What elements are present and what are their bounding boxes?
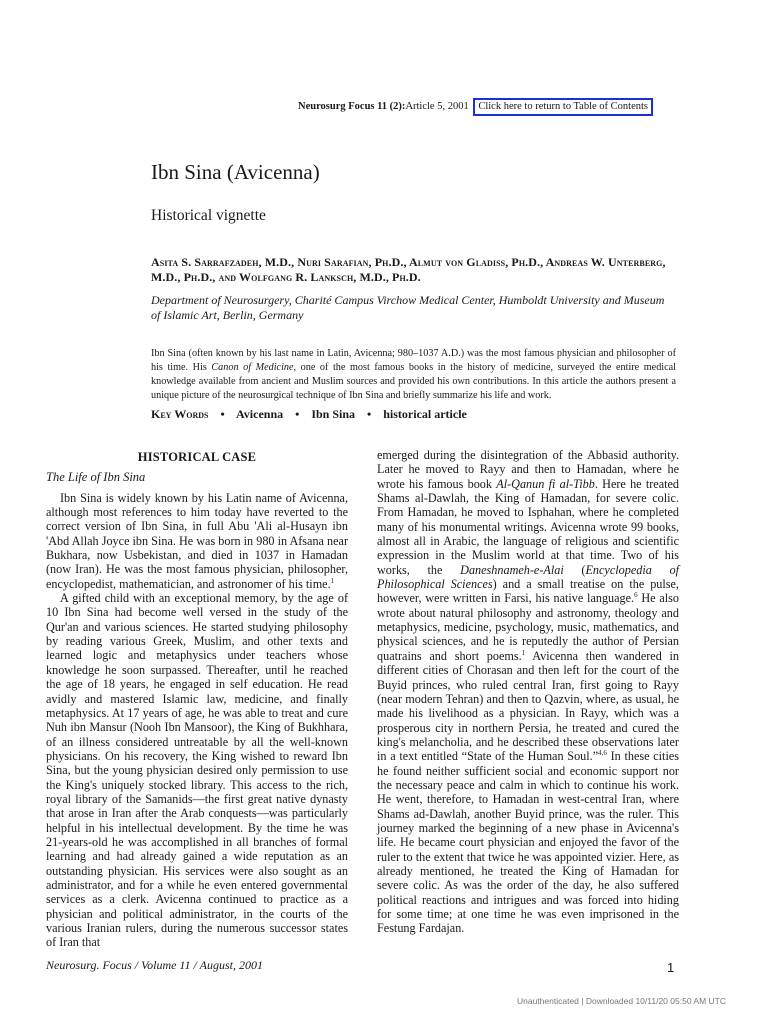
paragraph bbox=[377, 448, 679, 936]
keyword: historical article bbox=[383, 407, 467, 421]
article-title: Ibn Sina (Avicenna) bbox=[151, 160, 320, 184]
paragraph-text: In these cities he found neither sufficient social and economic support nor the necessary peace and calm in which to continue his work. He went, therefore, to Hamadan in west-central Iran, where Shams ad-Dawlah, another Buyid prince, was the ruler. This journey marked the beginning of a new phase in Avicenna's life. He became court physician and enjoyed the favor of the ruler to the extent that twice he was appointed vizier. Here, as already mentioned, he treated the King of Hamadan for severe colic. As was the order of the day, he also suffered political reactions and intrigues and was forced into hiding for some time; at one time he was even imprisoned in the Festung Fardajan. bbox=[377, 749, 679, 936]
paragraph-text: Ibn Sina is widely known by his Latin name of Avicenna, although most references to him today have reverted to the correct version of Ibn Sina, in full Abu 'Ali al-Husayn ibn 'Abd Allah Joyce ibn Sina. He was born in 980 in Afsana near Bukhara, now Usbekistan, and died in 1037 in Hamadan (now Iran). He was the most famous physician, philosopher, encyclopedist, mathematician, and astronomer of his time. bbox=[46, 490, 348, 591]
download-notice: Unauthenticated | Downloaded 10/11/20 05:50 AM UTC bbox=[517, 996, 727, 1006]
paragraph: A gifted child with an exceptional memory, by the age of 10 Ibn Sina had become well versed in the study of the Qur'an and various sciences. He started studying philosophy by reading various Greek, Muslim, and other texts and learned logic and metaphysics under teachers whose knowledge he soon surpassed. Thereafter, until he reached the age of 18 years, he engaged in self education. He read avidly and mastered Islamic law, medicine, and finally metaphysics. At 17 years of age, he was able to treat and cure Nuh ibn Mansur (Nooh Ibn Mansoor), the King of Bukhhara, of an illness considered untreatable by all the well-known physicians. On his recovery, the King wished to reward Ibn Sina, but the young physician desired only permission to use the King's uniquely stocked library. This access to the rich, royal library of the Samanids—the first great native dynasty that arose in Iran after the Arab conquests—was particularly helpful in his intellectual development. By the time he was 21-years-old he was accomplished in all branches of formal learning and had already gained a wide reputation as an outstanding physician. His services were also sought as an administrator, and for a while he even entered governmental services as a clerk. Avicenna continued to practice as a physician and political administrator, in the courts of the various Iranian rulers, during the numerous successor states of Iran that bbox=[46, 591, 348, 950]
paragraph-text: ( bbox=[563, 562, 586, 577]
subsection-heading: The Life of Ibn Sina bbox=[46, 470, 146, 485]
book-title: Al-Qanun fi al-Tibb bbox=[496, 476, 595, 491]
reference-marker: 1 bbox=[521, 648, 526, 657]
affiliation: Department of Neurosurgery, Charité Campus Virchow Medical Center, Humboldt University and Museum of Islamic Art, Berlin, Germany bbox=[151, 293, 665, 322]
left-column bbox=[46, 448, 348, 950]
keyword: Avicenna bbox=[236, 407, 284, 421]
reference-marker: 6 bbox=[634, 591, 638, 600]
keyword: Ibn Sina bbox=[311, 407, 356, 421]
toc-link[interactable]: Click here to return to Table of Contents bbox=[473, 98, 653, 116]
abstract-text: Ibn Sina (often known by his last name in Latin, Avicenna; 980–1037 A.D.) was the most famous physician and philosopher of his time. His bbox=[151, 348, 676, 373]
paragraph bbox=[46, 491, 348, 591]
keywords-label: Key Words bbox=[151, 407, 209, 421]
paragraph-text: ) and a small treatise on the pulse, however, were written in Farsi, his native language. bbox=[377, 577, 679, 606]
right-column bbox=[377, 448, 679, 936]
book-title: Daneshnameh-e-Alai bbox=[460, 562, 564, 577]
journal-citation: Neurosurg Focus 11 (2): bbox=[298, 101, 406, 112]
book-title: Encyclopedia of Philosophical Sciences bbox=[377, 562, 679, 592]
section-heading: HISTORICAL CASE bbox=[137, 450, 257, 464]
keywords bbox=[151, 407, 467, 422]
reference-marker: 1 bbox=[330, 576, 335, 585]
article-number: Article 5, 2001 bbox=[405, 101, 469, 112]
abstract-book-title: Canon of Medicine bbox=[211, 362, 294, 373]
running-header bbox=[298, 98, 653, 116]
paragraph-text: emerged during the disintegration of the Abbasid authority. Later he moved to Rayy and then to Hamadan, where he wrote his famous book bbox=[377, 448, 679, 491]
reference-marker: 4,6 bbox=[598, 749, 607, 758]
bullet: • bbox=[295, 407, 300, 421]
bullet: • bbox=[220, 407, 225, 421]
footer-journal: Neurosurg. Focus / Volume 11 / August, 2001 bbox=[46, 958, 263, 972]
article-subtitle: Historical vignette bbox=[151, 207, 266, 224]
abstract-text: , one of the most famous books in the history of medicine, surveyed the entire medical knowledge available from ancient and Muslim sources and provided his own contributions. In this article the authors present a unique picture of the neurosurgical technique of Ibn Sina and briefly summarize his life and work. bbox=[151, 362, 676, 401]
author-list: Asita S. Sarrafzadeh, M.D., Nuri Sarafian, Ph.D., Almut von Gladiss, Ph.D., Andreas W. Unterberg, M.D., Ph.D., and Wolfgang R. Lanksch, M.D., Ph.D. bbox=[151, 255, 666, 284]
paragraph-text: Avicenna then wandered in different cities of Chorasan and then left for the court of the Buyid princes, who ruled central Iran, first going to Rayy (near modern Tehran) and then to Qazvin, where, as usual, he made his livelihood as a physician. In Rayy, which was a prosperous city in northern Persia, he treated and cured the king's melancholia, and he described these observations later in a text entitled “State of the Human Soul.” bbox=[377, 648, 679, 764]
paragraph-text: . Here he treated Shams al-Dawlah, the King of Hamadan, for severe colic. From Hamadan, he moved to Isphahan, where he completed many of his monumental writings. Avicenna wrote 99 books, almost all in Arabic, the language of religious and scientific expression in the Muslim world at that time. Two of his works, the bbox=[377, 476, 679, 577]
page-number: 1 bbox=[667, 960, 675, 975]
paragraph-text: He also wrote about natural philosophy and astronomy, theology and metaphysics, medicine, psychology, music, mathematics, and physical sciences, and he is reputedly the author of Persian quatrains and short poems. bbox=[377, 591, 679, 663]
abstract bbox=[151, 347, 676, 403]
bullet: • bbox=[367, 407, 372, 421]
